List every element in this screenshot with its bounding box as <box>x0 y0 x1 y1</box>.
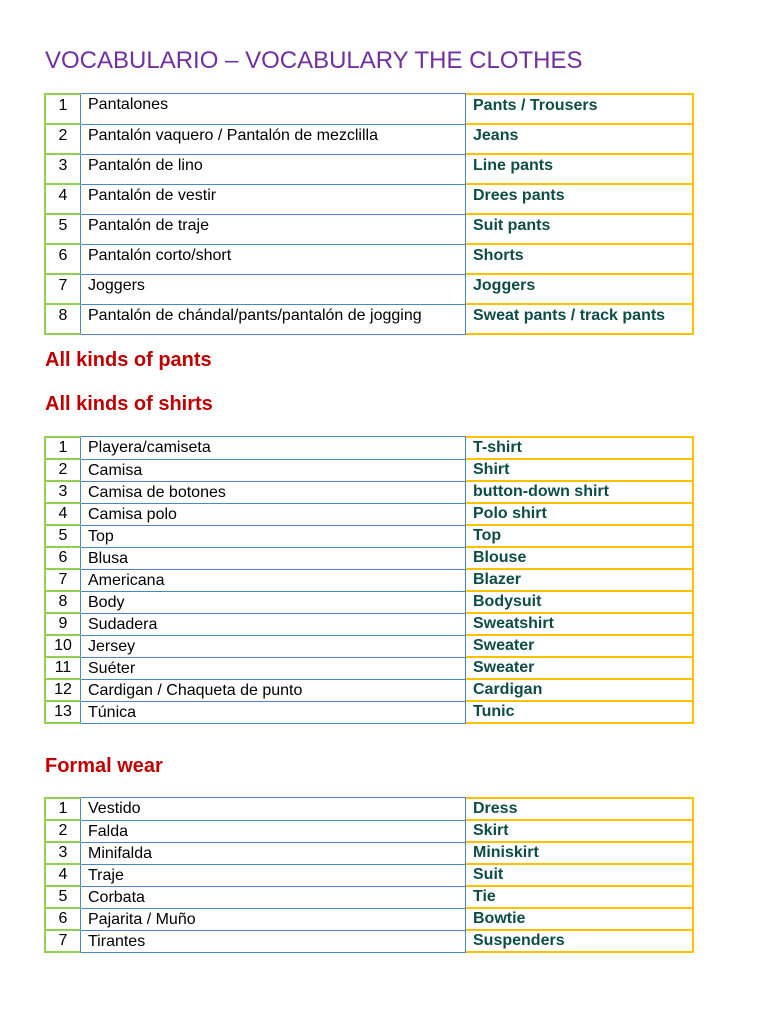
row-number: 4 <box>44 504 81 526</box>
spanish-term: Falda <box>81 821 466 843</box>
english-term: Shorts <box>466 245 694 275</box>
english-term: Polo shirt <box>466 504 694 526</box>
table-row <box>44 436 694 460</box>
row-number: 6 <box>44 245 81 275</box>
table-body <box>44 436 694 724</box>
spanish-term: Túnica <box>81 702 466 724</box>
row-number: 6 <box>44 909 81 931</box>
english-term: T-shirt <box>466 436 694 460</box>
spanish-term: Pantalón corto/short <box>81 245 466 275</box>
spanish-term: Traje <box>81 865 466 887</box>
row-number: 10 <box>44 636 81 658</box>
table-row <box>44 680 694 702</box>
row-number: 4 <box>44 865 81 887</box>
spanish-term: Blusa <box>81 548 466 570</box>
shirts-vocabulary-table <box>44 436 694 724</box>
row-number: 7 <box>44 931 81 953</box>
spanish-term: Vestido <box>81 797 466 821</box>
english-term: Tunic <box>466 702 694 724</box>
english-term: Cardigan <box>466 680 694 702</box>
english-term: Jeans <box>466 125 694 155</box>
english-term: Joggers <box>466 275 694 305</box>
english-term: button-down shirt <box>466 482 694 504</box>
section-heading-pants: All kinds of pants <box>45 349 212 371</box>
table-row <box>44 931 694 953</box>
english-term: Bodysuit <box>466 592 694 614</box>
english-term: Line pants <box>466 155 694 185</box>
table-row <box>44 504 694 526</box>
pants-vocabulary-table <box>44 93 694 335</box>
spanish-term: Pajarita / Muño <box>81 909 466 931</box>
row-number: 2 <box>44 460 81 482</box>
table-row <box>44 843 694 865</box>
spanish-term: Body <box>81 592 466 614</box>
table-row <box>44 592 694 614</box>
table-body <box>44 93 694 335</box>
table-row <box>44 185 694 215</box>
english-term: Suit pants <box>466 215 694 245</box>
spanish-term: Suéter <box>81 658 466 680</box>
row-number: 3 <box>44 482 81 504</box>
english-term: Skirt <box>466 821 694 843</box>
row-number: 9 <box>44 614 81 636</box>
row-number: 11 <box>44 658 81 680</box>
spanish-term: Cardigan / Chaqueta de punto <box>81 680 466 702</box>
english-term: Sweater <box>466 658 694 680</box>
row-number: 8 <box>44 592 81 614</box>
table-row <box>44 658 694 680</box>
spanish-term: Playera/camiseta <box>81 436 466 460</box>
english-term: Blazer <box>466 570 694 592</box>
table-row <box>44 155 694 185</box>
english-term: Shirt <box>466 460 694 482</box>
table-row <box>44 909 694 931</box>
spanish-term: Camisa <box>81 460 466 482</box>
spanish-term: Corbata <box>81 887 466 909</box>
english-term: Sweat pants / track pants <box>466 305 694 335</box>
row-number: 2 <box>44 821 81 843</box>
table-row <box>44 821 694 843</box>
row-number: 5 <box>44 887 81 909</box>
english-term: Top <box>466 526 694 548</box>
table-body <box>44 797 694 953</box>
spanish-term: Camisa de botones <box>81 482 466 504</box>
table-row <box>44 570 694 592</box>
table-row <box>44 887 694 909</box>
table-row <box>44 93 694 125</box>
formal-wear-vocabulary-table <box>44 797 694 953</box>
spanish-term: Pantalón de lino <box>81 155 466 185</box>
table-row <box>44 275 694 305</box>
row-number: 13 <box>44 702 81 724</box>
table-row <box>44 305 694 335</box>
spanish-term: Top <box>81 526 466 548</box>
english-term: Miniskirt <box>466 843 694 865</box>
table-row <box>44 865 694 887</box>
page-title: VOCABULARIO – VOCABULARY THE CLOTHES <box>45 47 583 74</box>
row-number: 2 <box>44 125 81 155</box>
spanish-term: Tirantes <box>81 931 466 953</box>
spanish-term: Jersey <box>81 636 466 658</box>
row-number: 7 <box>44 275 81 305</box>
spanish-term: Joggers <box>81 275 466 305</box>
table-row <box>44 245 694 275</box>
spanish-term: Pantalón de chándal/pants/pantalón de jogging <box>81 305 466 335</box>
section-heading-formal-wear: Formal wear <box>45 755 163 777</box>
spanish-term: Sudadera <box>81 614 466 636</box>
spanish-term: Camisa polo <box>81 504 466 526</box>
english-term: Pants / Trousers <box>466 93 694 125</box>
section-heading-shirts: All kinds of shirts <box>45 393 213 415</box>
row-number: 6 <box>44 548 81 570</box>
table-row <box>44 482 694 504</box>
spanish-term: Minifalda <box>81 843 466 865</box>
spanish-term: Pantalón vaquero / Pantalón de mezclilla <box>81 125 466 155</box>
row-number: 1 <box>44 93 81 125</box>
row-number: 1 <box>44 797 81 821</box>
row-number: 8 <box>44 305 81 335</box>
row-number: 7 <box>44 570 81 592</box>
row-number: 4 <box>44 185 81 215</box>
table-row <box>44 460 694 482</box>
english-term: Drees pants <box>466 185 694 215</box>
english-term: Tie <box>466 887 694 909</box>
table-row <box>44 614 694 636</box>
row-number: 3 <box>44 155 81 185</box>
english-term: Sweatshirt <box>466 614 694 636</box>
spanish-term: Pantalón de vestir <box>81 185 466 215</box>
table-row <box>44 797 694 821</box>
table-row <box>44 548 694 570</box>
english-term: Bowtie <box>466 909 694 931</box>
english-term: Suspenders <box>466 931 694 953</box>
row-number: 1 <box>44 436 81 460</box>
english-term: Dress <box>466 797 694 821</box>
table-row <box>44 526 694 548</box>
row-number: 12 <box>44 680 81 702</box>
table-row <box>44 215 694 245</box>
english-term: Suit <box>466 865 694 887</box>
row-number: 3 <box>44 843 81 865</box>
spanish-term: Pantalón de traje <box>81 215 466 245</box>
english-term: Sweater <box>466 636 694 658</box>
spanish-term: Americana <box>81 570 466 592</box>
table-row <box>44 702 694 724</box>
row-number: 5 <box>44 215 81 245</box>
spanish-term: Pantalones <box>81 93 466 125</box>
table-row <box>44 125 694 155</box>
table-row <box>44 636 694 658</box>
row-number: 5 <box>44 526 81 548</box>
english-term: Blouse <box>466 548 694 570</box>
